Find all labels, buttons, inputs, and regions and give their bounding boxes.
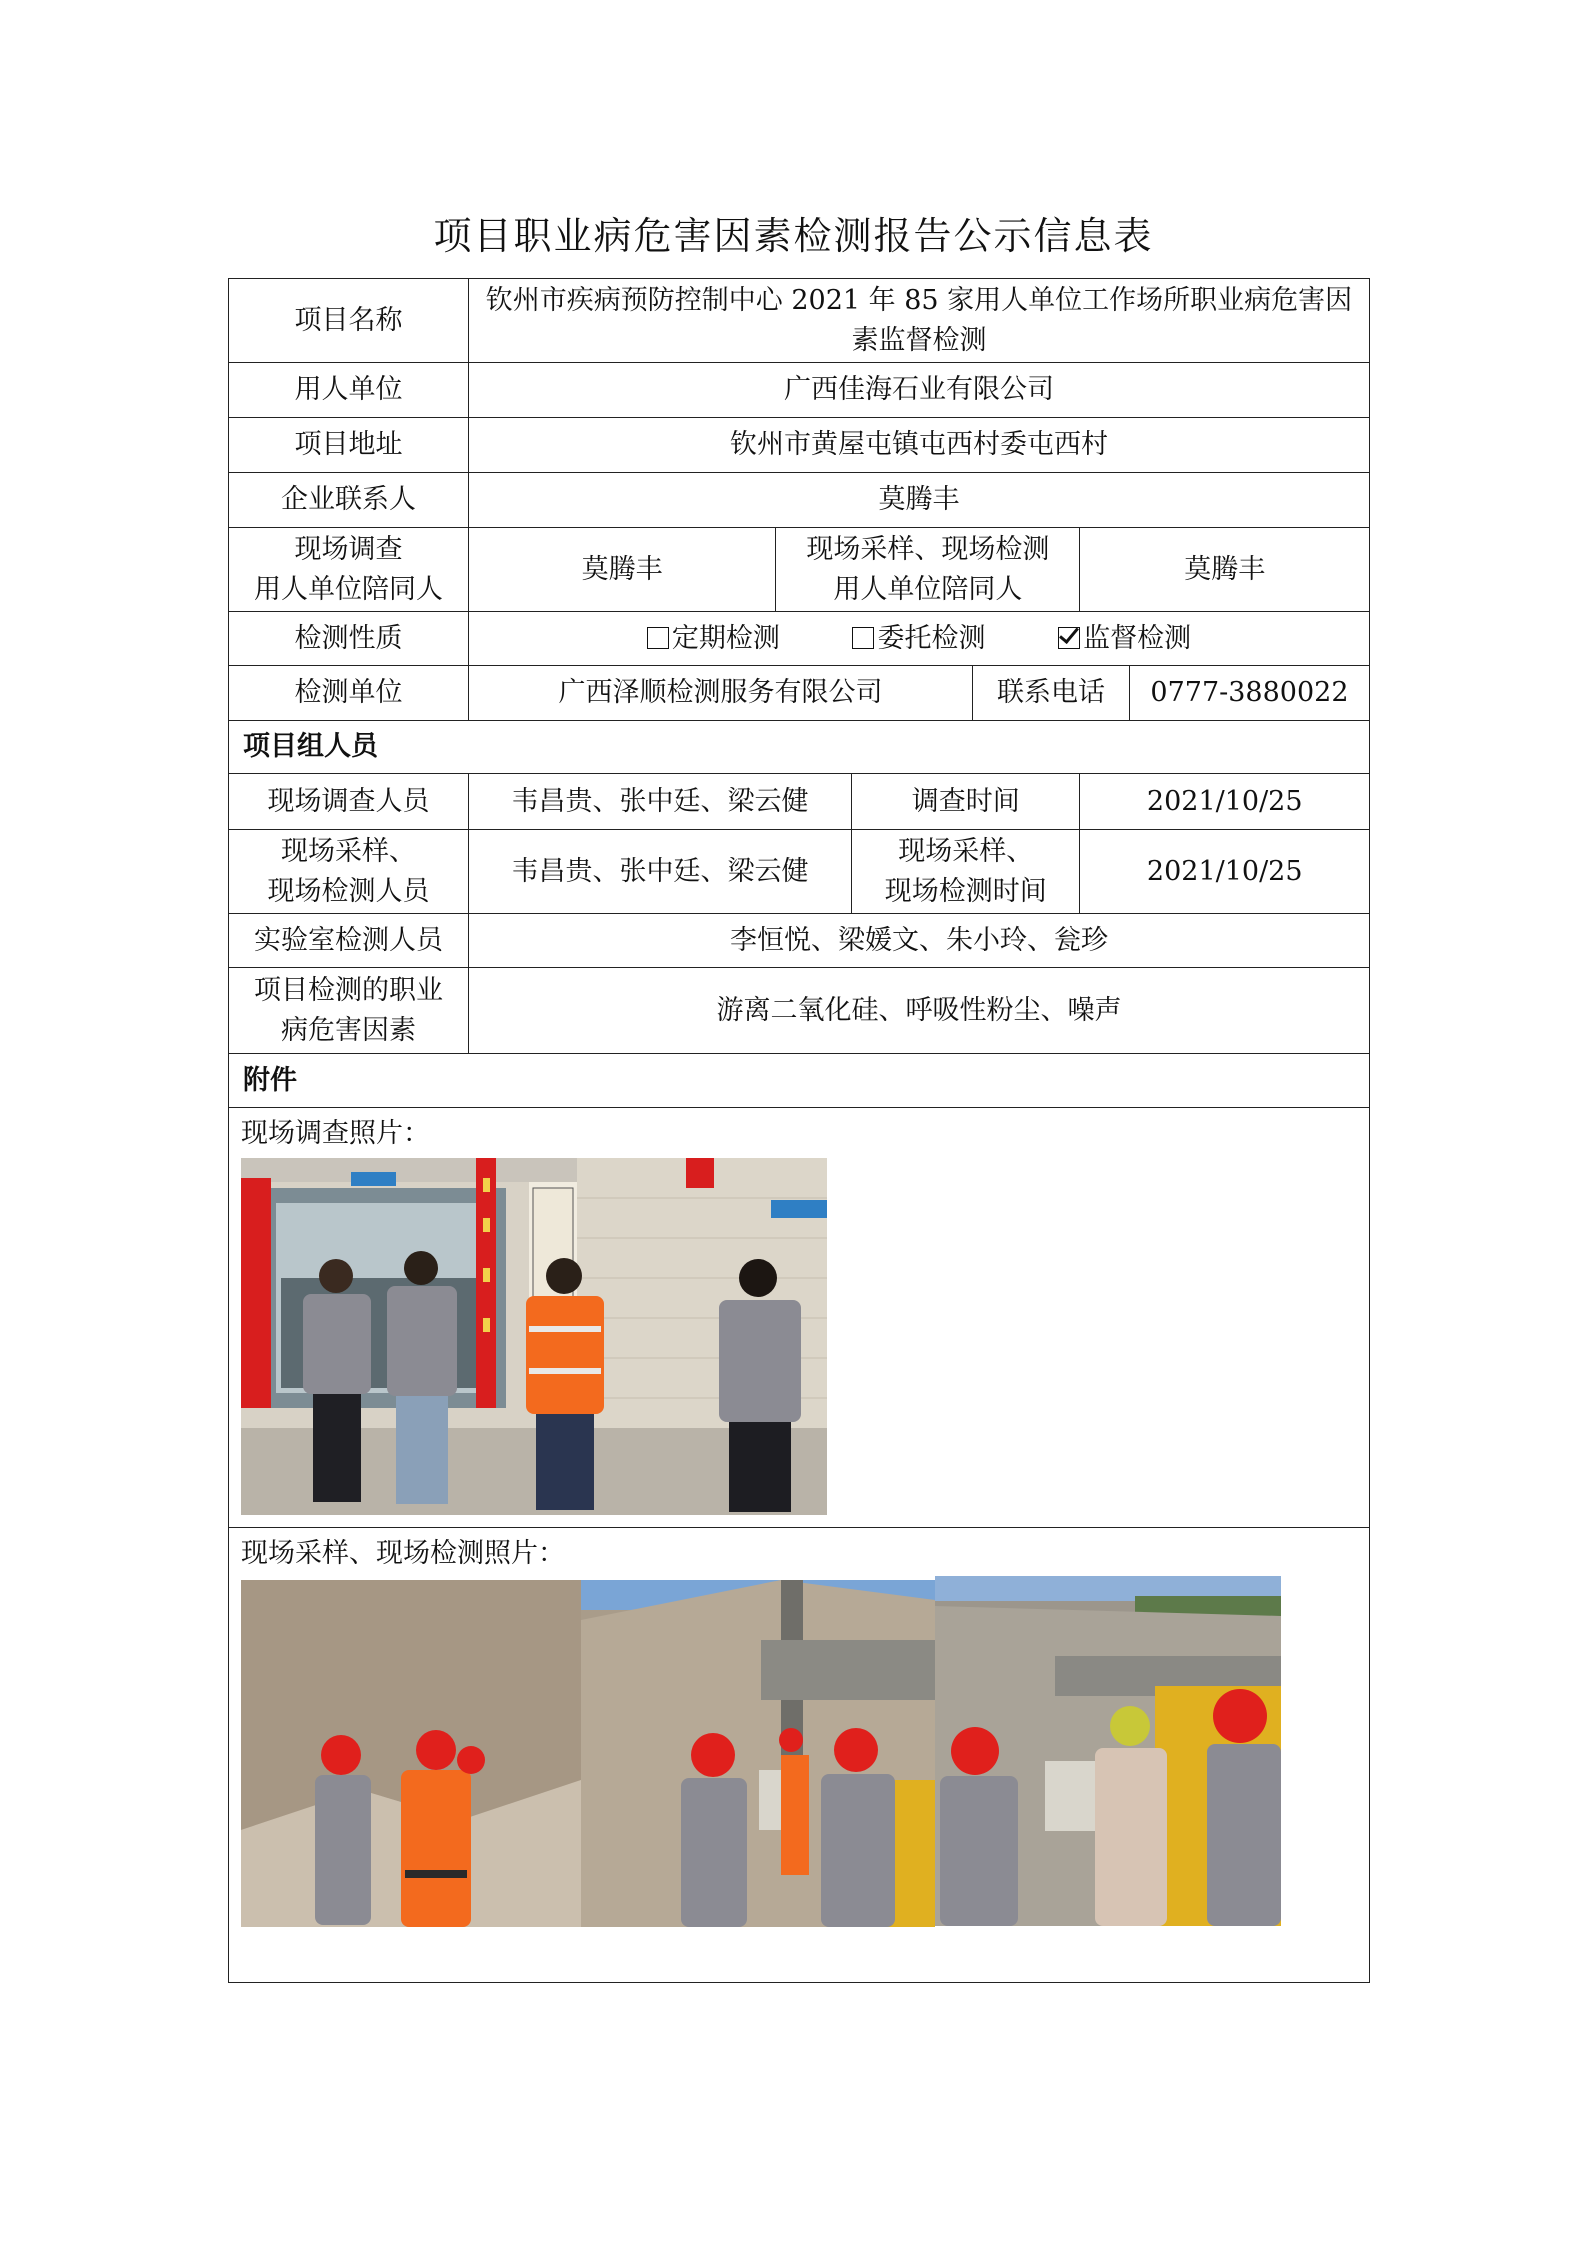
row-lab-staff: [229, 914, 1370, 968]
employer-value: 广西佳海石业有限公司: [468, 363, 1369, 418]
sampling-staff-label-line1: 现场采样、: [280, 835, 416, 867]
option-periodic-label: 定期检测: [671, 622, 780, 654]
address-label: 项目地址: [229, 418, 469, 473]
attachments-heading: 附件: [229, 1054, 1370, 1108]
factors-label-line2: 病危害因素: [280, 1014, 416, 1046]
sampling-time-label-line1: 现场采样、: [898, 835, 1034, 867]
team-heading: 项目组人员: [229, 721, 1370, 774]
escort-label-line2: 用人单位陪同人: [253, 573, 443, 605]
survey-time-label: 调查时间: [852, 774, 1080, 830]
factors-label-line1: 项目检测的职业: [253, 974, 443, 1006]
escort-label-line1: 现场调查: [294, 533, 403, 565]
row-sampling-photo: [229, 1528, 1370, 1983]
survey-photo-cell: [229, 1108, 1370, 1528]
option-periodic[interactable]: [647, 619, 780, 659]
nature-label: 检测性质: [229, 612, 469, 666]
survey-photo: [241, 1158, 827, 1515]
sampling-photos: [241, 1580, 1357, 1927]
row-escort: [229, 528, 1370, 612]
sampling-staff-label: [229, 830, 469, 914]
row-survey-photo: [229, 1108, 1370, 1528]
project-name-label: 项目名称: [229, 279, 469, 363]
row-lab: [229, 666, 1370, 721]
option-supervision-label: 监督检测: [1083, 622, 1192, 654]
info-table: [228, 278, 1370, 1983]
lab-value: 广西泽顺检测服务有限公司: [468, 666, 972, 721]
checkbox-unchecked-icon[interactable]: [647, 627, 669, 649]
survey-staff-label: 现场调查人员: [229, 774, 469, 830]
sampling-photo-1: [241, 1580, 581, 1927]
row-sampling-staff: [229, 830, 1370, 914]
sampling-photo-label: 现场采样、现场检测照片：: [241, 1538, 565, 1569]
row-employer: [229, 363, 1370, 418]
page-title: 项目职业病危害因素检测报告公示信息表: [433, 214, 1154, 258]
sampling-staff-value: 韦昌贵、张中廷、梁云健: [468, 830, 851, 914]
option-commissioned-label: 委托检测: [877, 622, 986, 654]
row-survey-staff: [229, 774, 1370, 830]
sampling-photo-cell: [229, 1528, 1370, 1983]
option-supervision[interactable]: [1058, 619, 1191, 659]
escort-sampling-label-line2: 用人单位陪同人: [833, 573, 1023, 605]
survey-time-value: 2021/10/25: [1080, 774, 1370, 830]
phone-value: 0777-3880022: [1129, 666, 1369, 721]
employer-label: 用人单位: [229, 363, 469, 418]
row-address: [229, 418, 1370, 473]
contact-label: 企业联系人: [229, 473, 469, 528]
lab-label: 检测单位: [229, 666, 469, 721]
escort-sampling-value: 莫腾丰: [1080, 528, 1370, 612]
address-value: 钦州市黄屋屯镇屯西村委屯西村: [468, 418, 1369, 473]
row-team-heading: [229, 721, 1370, 774]
sampling-photo-3: [935, 1576, 1281, 1926]
row-project-name: [229, 279, 1370, 363]
sampling-photo-2: [581, 1580, 935, 1927]
nature-options: [468, 612, 1369, 666]
option-commissioned[interactable]: [852, 619, 985, 659]
row-contact: [229, 473, 1370, 528]
contact-value: 莫腾丰: [468, 473, 1369, 528]
escort-sampling-label-line1: 现场采样、现场检测: [806, 533, 1050, 565]
row-attachments-heading: [229, 1054, 1370, 1108]
sampling-time-value: 2021/10/25: [1080, 830, 1370, 914]
sampling-staff-label-line2: 现场检测人员: [267, 875, 430, 907]
row-factors: [229, 968, 1370, 1054]
escort-label: [229, 528, 469, 612]
lab-staff-value: 李恒悦、梁媛文、朱小玲、瓮珍: [468, 914, 1369, 968]
row-nature: [229, 612, 1370, 666]
factors-value: 游离二氧化硅、呼吸性粉尘、噪声: [468, 968, 1369, 1054]
escort-survey-value: 莫腾丰: [468, 528, 775, 612]
checkbox-unchecked-icon[interactable]: [852, 627, 874, 649]
project-name-value: 钦州市疾病预防控制中心 2021 年 85 家用人单位工作场所职业病危害因素监督检测: [468, 279, 1369, 363]
survey-photo-label: 现场调查照片：: [241, 1118, 430, 1149]
checkbox-checked-icon[interactable]: [1058, 627, 1080, 649]
escort-sampling-label: [776, 528, 1080, 612]
phone-label: 联系电话: [973, 666, 1130, 721]
lab-staff-label: 实验室检测人员: [229, 914, 469, 968]
sampling-time-label-line2: 现场检测时间: [884, 875, 1047, 907]
survey-staff-value: 韦昌贵、张中廷、梁云健: [468, 774, 851, 830]
sampling-time-label: [852, 830, 1080, 914]
factors-label: [229, 968, 469, 1054]
